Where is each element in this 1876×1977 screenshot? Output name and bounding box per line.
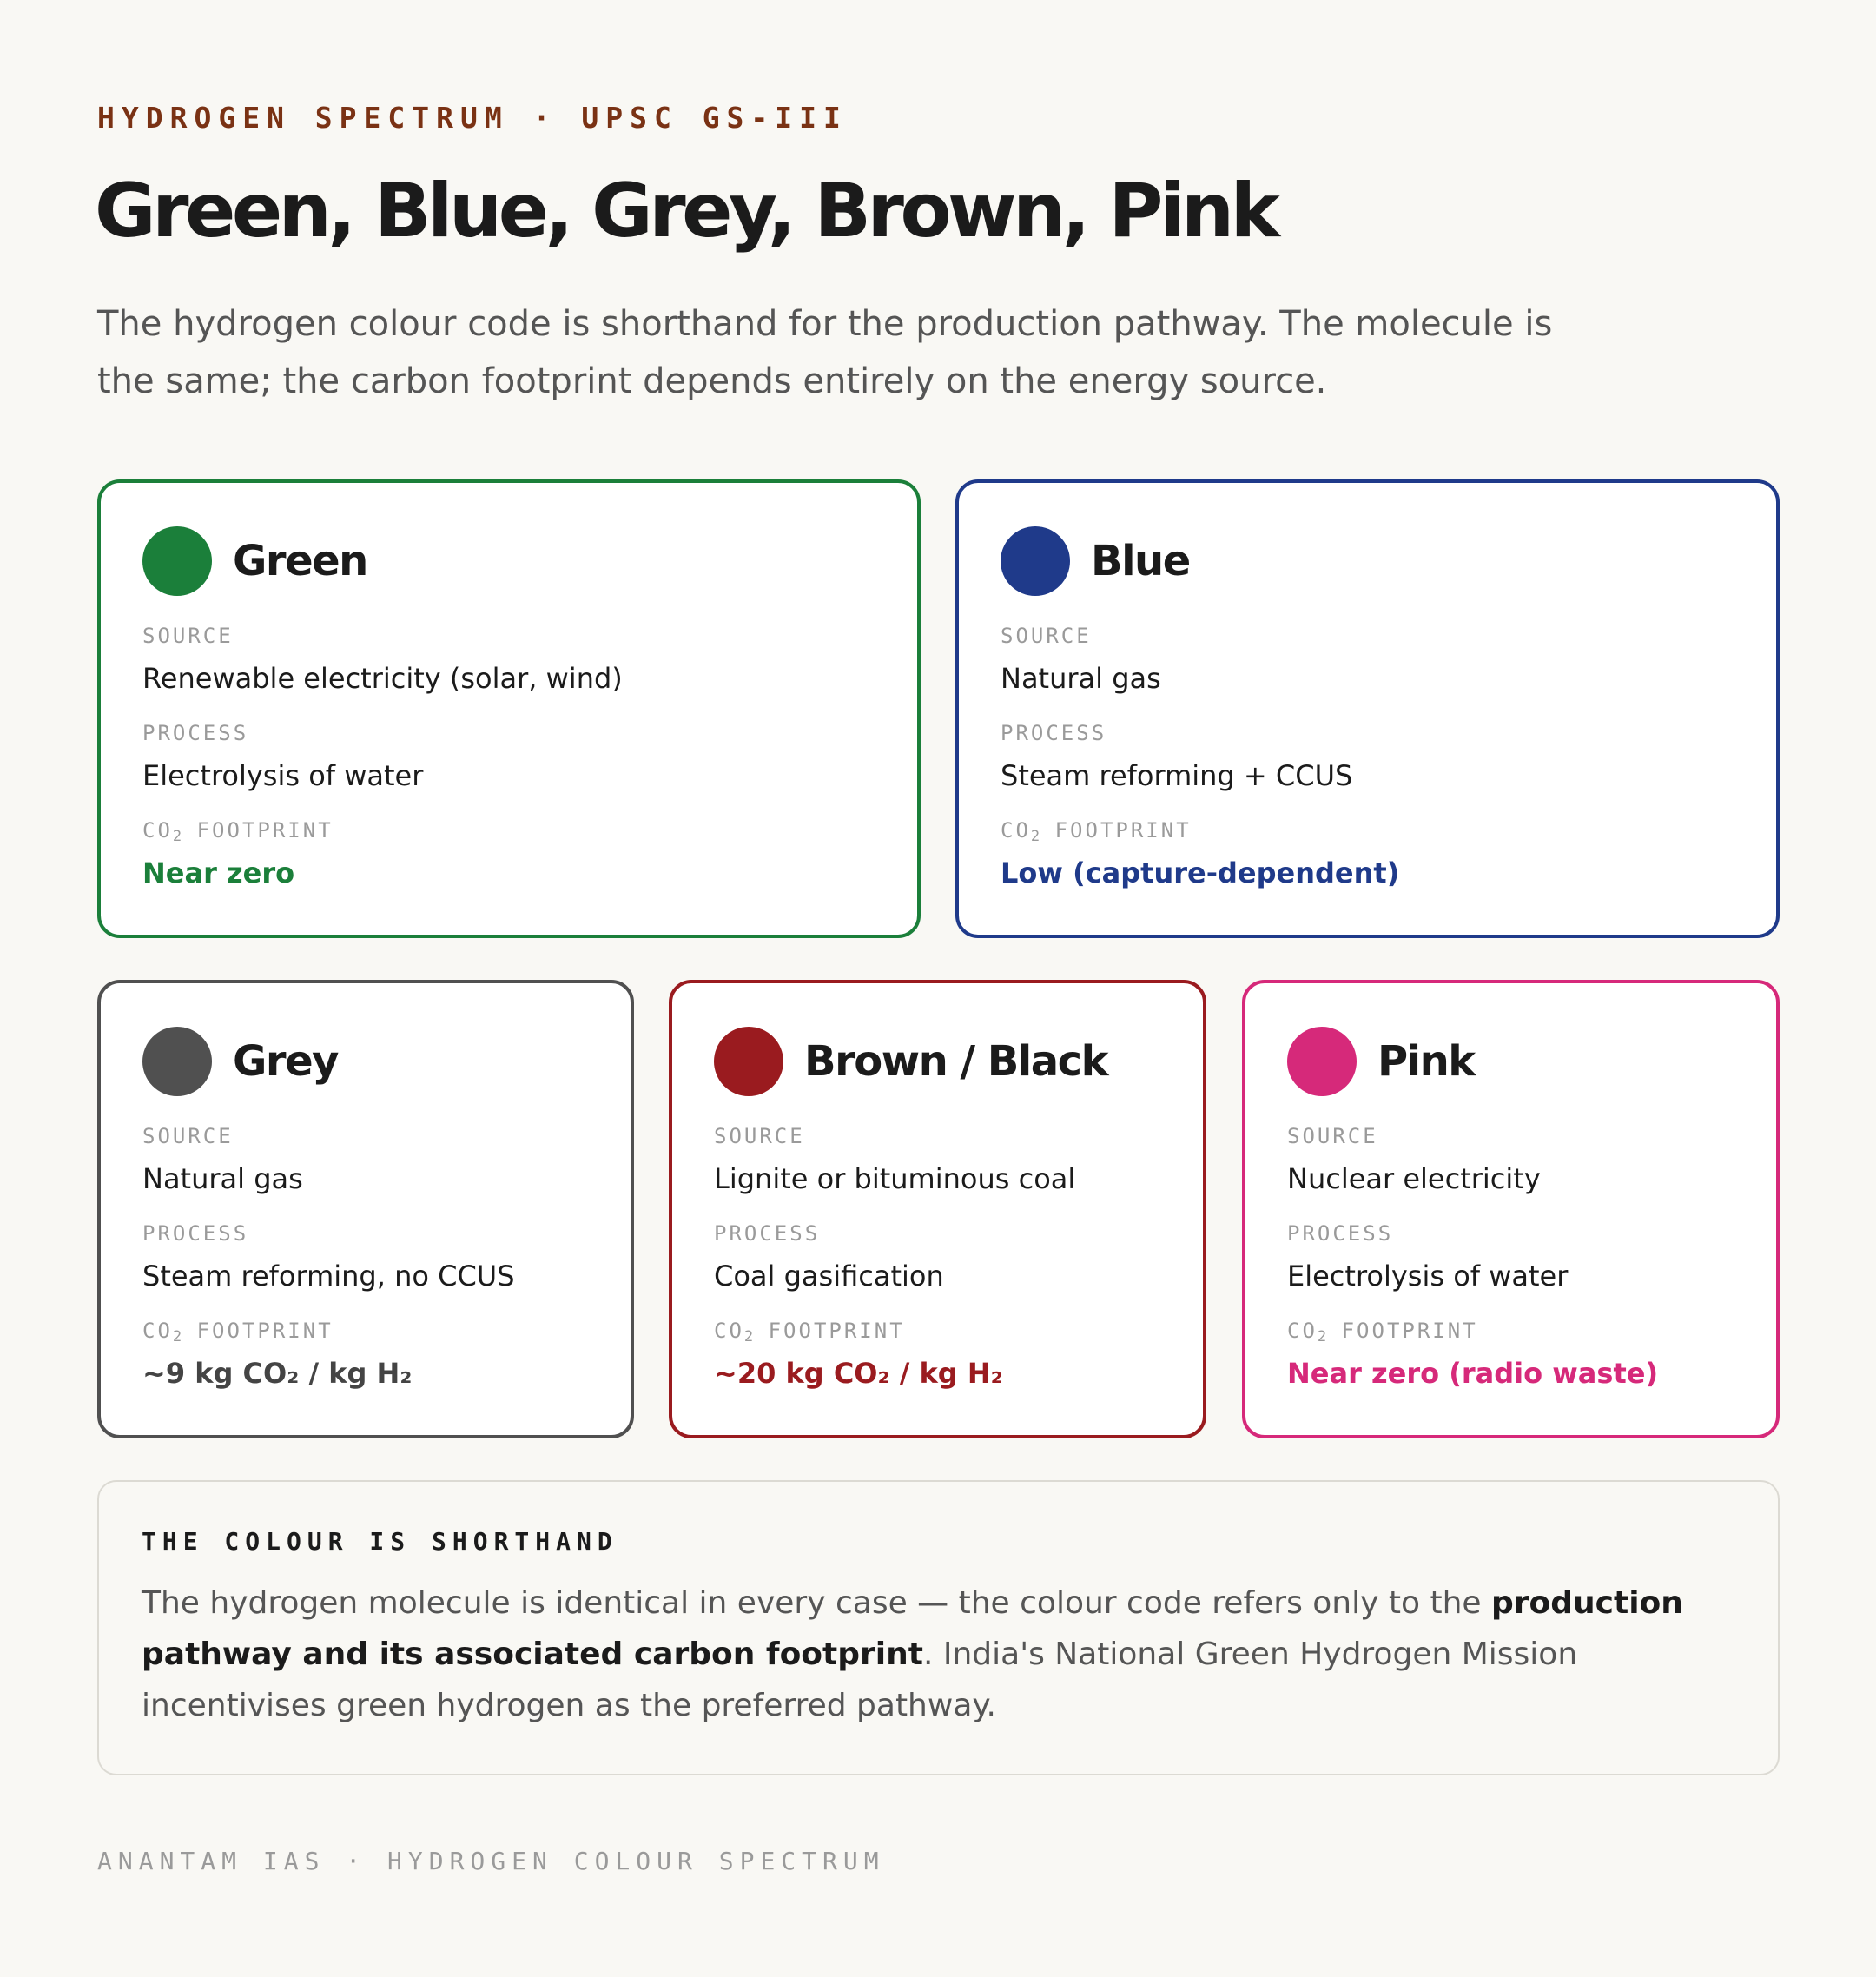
source-value: Lignite or bituminous coal (714, 1162, 1076, 1195)
colour-swatch (1287, 1027, 1357, 1096)
source-label: SOURCE (714, 1124, 805, 1148)
note-title: THE COLOUR IS SHORTHAND (142, 1527, 618, 1556)
colour-swatch (1001, 526, 1070, 596)
page-subtitle: The hydrogen colour code is shorthand for the production pathway. The molecule is the same; the carbon footprint depends entirely on the energy source. (97, 304, 1553, 401)
colour-swatch (142, 526, 212, 596)
process-label: PROCESS (142, 1221, 249, 1246)
source-label: SOURCE (142, 624, 234, 648)
source-label: SOURCE (1287, 1124, 1378, 1148)
source-label: SOURCE (1001, 624, 1092, 648)
card-title: Grey (233, 1037, 338, 1086)
footprint-label: CO2 FOOTPRINT (1287, 1319, 1478, 1346)
hydrogen-card-brown-black (669, 980, 1206, 1438)
card-header (142, 1027, 338, 1096)
hydrogen-card-pink (1242, 980, 1780, 1438)
process-value: Steam reforming, no CCUS (142, 1260, 515, 1293)
eyebrow-label: HYDROGEN SPECTRUM · UPSC GS-III (97, 101, 848, 135)
source-value: Natural gas (1001, 662, 1161, 695)
footprint-label: CO2 FOOTPRINT (1001, 818, 1192, 845)
footprint-label: CO2 FOOTPRINT (142, 818, 334, 845)
card-title: Brown / Black (804, 1037, 1108, 1086)
hydrogen-card-grey (97, 980, 634, 1438)
hydrogen-card-blue (955, 479, 1780, 938)
source-label: SOURCE (142, 1124, 234, 1148)
card-header (1001, 526, 1190, 596)
process-value: Electrolysis of water (1287, 1260, 1569, 1293)
footprint-value: Near zero (142, 856, 295, 889)
footprint-value: ~9 kg CO₂ / kg H₂ (142, 1357, 413, 1390)
card-header (142, 526, 367, 596)
card-title: Pink (1377, 1037, 1475, 1086)
page-title: Green, Blue, Grey, Brown, Pink (95, 168, 1277, 255)
process-label: PROCESS (1001, 721, 1107, 745)
colour-swatch (142, 1027, 212, 1096)
colour-swatch (714, 1027, 783, 1096)
page-footer: ANANTAM IAS · HYDROGEN COLOUR SPECTRUM (97, 1847, 885, 1875)
note-body: The hydrogen molecule is identical in every case — the colour code refers only to the production pathway and its associated carbon footprint. India's National Green Hydrogen Mission incentivises green hydrogen as the preferred pathway. (142, 1585, 1683, 1723)
card-title: Green (233, 537, 367, 585)
note-emphasis: production pathway and its associated carbon footprint (142, 1585, 1683, 1672)
process-value: Steam reforming + CCUS (1001, 759, 1353, 792)
footprint-value: Near zero (radio waste) (1287, 1357, 1659, 1390)
card-header (1287, 1027, 1475, 1096)
footprint-value: Low (capture-dependent) (1001, 856, 1400, 889)
card-title: Blue (1091, 537, 1190, 585)
source-value: Natural gas (142, 1162, 303, 1195)
hydrogen-card-green (97, 479, 921, 938)
card-header (714, 1027, 1107, 1096)
process-value: Electrolysis of water (142, 759, 424, 792)
process-label: PROCESS (1287, 1221, 1394, 1246)
source-value: Nuclear electricity (1287, 1162, 1541, 1195)
footprint-label: CO2 FOOTPRINT (714, 1319, 905, 1346)
process-label: PROCESS (142, 721, 249, 745)
summary-note (97, 1480, 1780, 1775)
footprint-label: CO2 FOOTPRINT (142, 1319, 334, 1346)
source-value: Renewable electricity (solar, wind) (142, 662, 623, 695)
process-value: Coal gasification (714, 1260, 944, 1293)
process-label: PROCESS (714, 1221, 821, 1246)
footprint-value: ~20 kg CO₂ / kg H₂ (714, 1357, 1003, 1390)
